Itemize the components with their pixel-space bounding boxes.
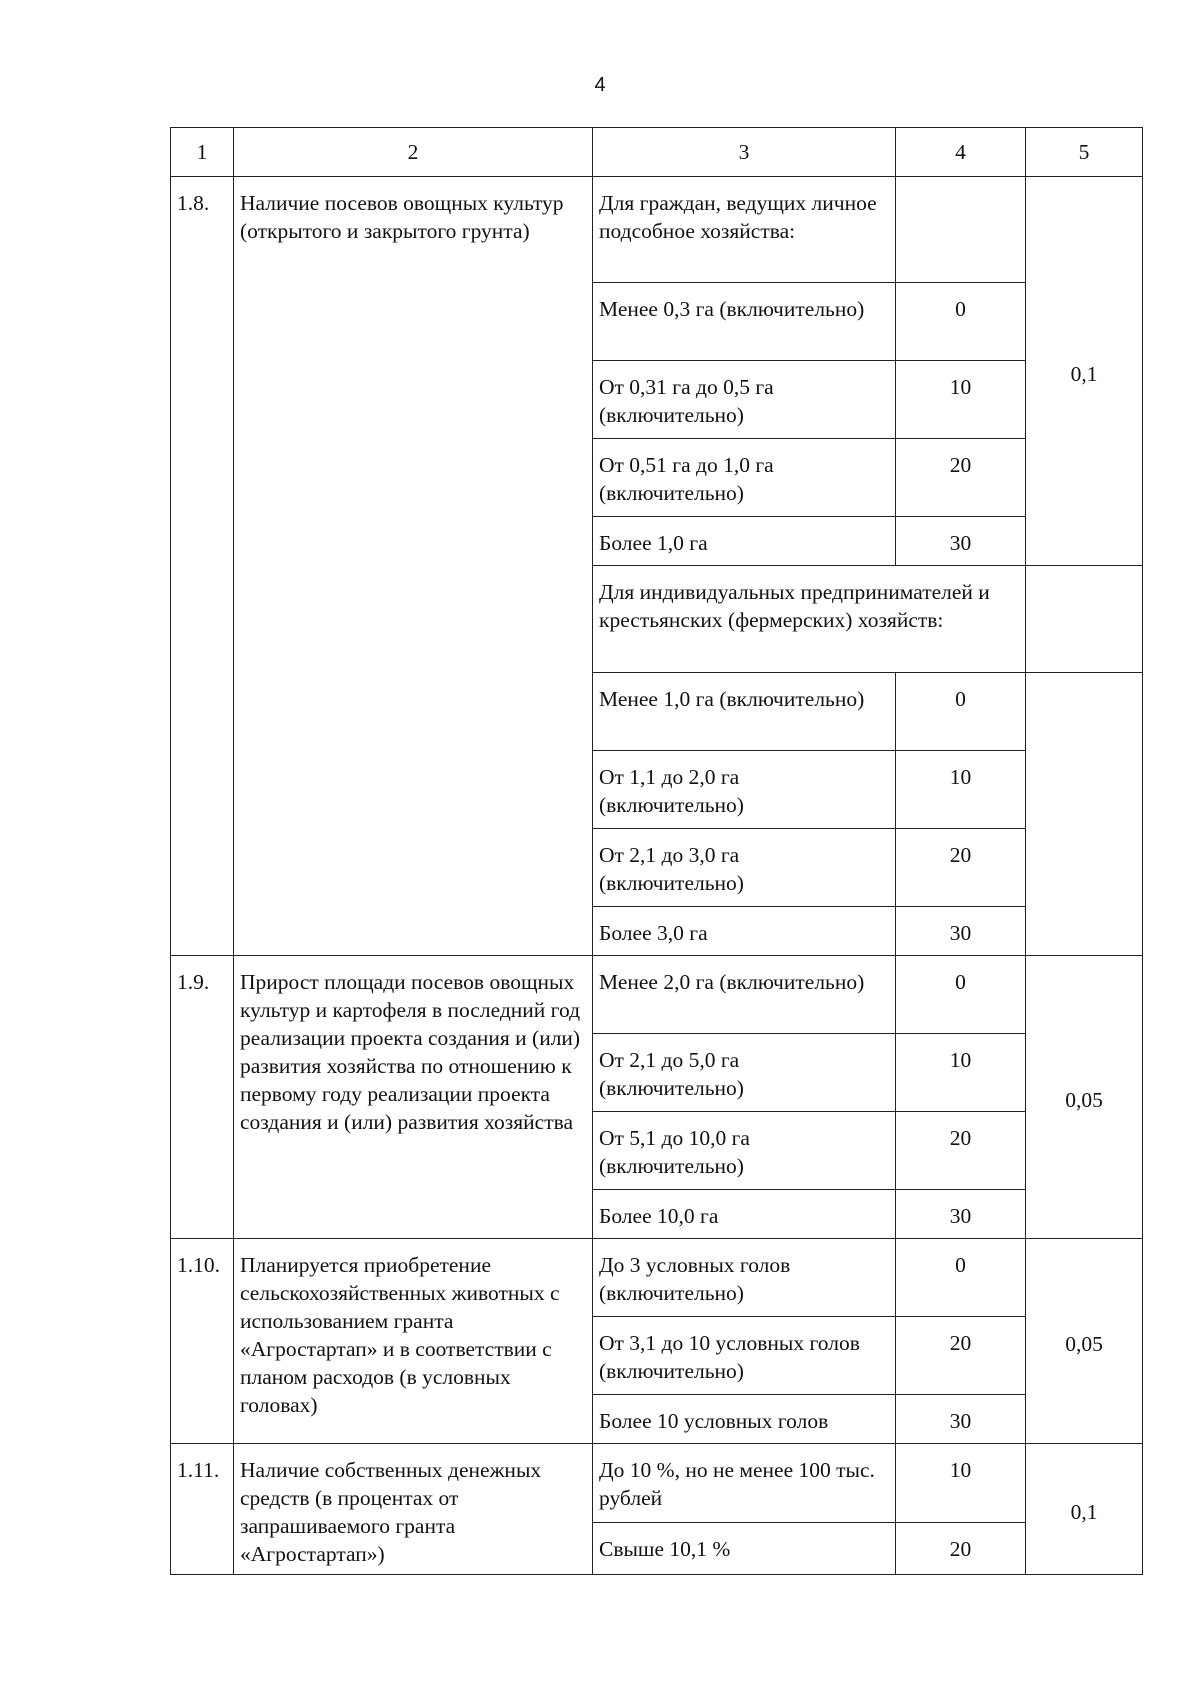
criteria-table bbox=[170, 127, 1143, 1575]
weight-cell: 0,05 bbox=[1026, 1239, 1143, 1444]
condition-cell: От 5,1 до 10,0 га (включительно) bbox=[593, 1112, 896, 1190]
header-row bbox=[171, 128, 1143, 177]
condition-cell: От 2,1 до 3,0 га (включительно) bbox=[593, 829, 896, 907]
header-col-1: 1 bbox=[171, 128, 234, 177]
criterion-number: 1.10. bbox=[171, 1239, 234, 1444]
criterion-number: 1.11. bbox=[171, 1444, 234, 1575]
weight-cell: 0,05 bbox=[1026, 956, 1143, 1239]
table-row bbox=[171, 956, 1143, 1034]
score-cell: 20 bbox=[896, 829, 1026, 907]
header-col-5: 5 bbox=[1026, 128, 1143, 177]
criterion-title: Наличие посевов овощных культур (открытого и закрытого грунта) bbox=[234, 177, 593, 956]
score-cell: 10 bbox=[896, 751, 1026, 829]
condition-cell: До 10 %, но не менее 100 тыс. рублей bbox=[593, 1444, 896, 1523]
table-row bbox=[171, 1444, 1143, 1523]
condition-cell: От 0,51 га до 1,0 га (включительно) bbox=[593, 439, 896, 517]
condition-cell: Менее 0,3 га (включительно) bbox=[593, 283, 896, 361]
score-cell: 10 bbox=[896, 361, 1026, 439]
weight-cell: 0,1 bbox=[1026, 177, 1143, 566]
condition-cell: Более 10,0 га bbox=[593, 1190, 896, 1239]
score-cell: 0 bbox=[896, 1239, 1026, 1317]
condition-cell: От 0,31 га до 0,5 га (включительно) bbox=[593, 361, 896, 439]
criterion-number: 1.8. bbox=[171, 177, 234, 956]
condition-cell: От 3,1 до 10 условных голов (включительно) bbox=[593, 1317, 896, 1395]
score-cell: 20 bbox=[896, 1317, 1026, 1395]
score-cell bbox=[896, 177, 1026, 283]
group-label: Для граждан, ведущих личное подсобное хозяйства: bbox=[593, 177, 896, 283]
table-row bbox=[171, 177, 1143, 283]
score-cell: 30 bbox=[896, 1190, 1026, 1239]
score-cell: 10 bbox=[896, 1034, 1026, 1112]
weight-cell-empty bbox=[1026, 673, 1143, 956]
condition-cell: Более 3,0 га bbox=[593, 907, 896, 956]
condition-cell: Менее 2,0 га (включительно) bbox=[593, 956, 896, 1034]
score-cell: 0 bbox=[896, 956, 1026, 1034]
condition-cell: Более 1,0 га bbox=[593, 517, 896, 566]
table-row bbox=[171, 1239, 1143, 1317]
group-label: Для индивидуальных предпринимателей и крестьянских (фермерских) хозяйств: bbox=[593, 566, 1026, 673]
score-cell: 20 bbox=[896, 1112, 1026, 1190]
condition-cell: От 1,1 до 2,0 га (включительно) bbox=[593, 751, 896, 829]
score-cell: 0 bbox=[896, 283, 1026, 361]
criterion-title: Планируется приобретение сельскохозяйственных животных с использованием гранта «Агростартап» и в соответствии с планом расходов (в условных головах) bbox=[234, 1239, 593, 1444]
criterion-number: 1.9. bbox=[171, 956, 234, 1239]
condition-cell: От 2,1 до 5,0 га (включительно) bbox=[593, 1034, 896, 1112]
score-cell: 30 bbox=[896, 907, 1026, 956]
condition-cell: Менее 1,0 га (включительно) bbox=[593, 673, 896, 751]
condition-cell: Свыше 10,1 % bbox=[593, 1522, 896, 1574]
weight-cell-empty bbox=[1026, 566, 1143, 673]
score-cell: 10 bbox=[896, 1444, 1026, 1523]
criterion-title: Прирост площади посевов овощных культур и картофеля в последний год реализации проекта создания и (или) развития хозяйства по отношению к первому году реализации проекта создания и (или) развития хозяйства bbox=[234, 956, 593, 1239]
header-col-4: 4 bbox=[896, 128, 1026, 177]
condition-cell: До 3 условных голов (включительно) bbox=[593, 1239, 896, 1317]
weight-cell: 0,1 bbox=[1026, 1444, 1143, 1575]
condition-cell: Более 10 условных голов bbox=[593, 1395, 896, 1444]
score-cell: 20 bbox=[896, 1522, 1026, 1574]
score-cell: 20 bbox=[896, 439, 1026, 517]
header-col-2: 2 bbox=[234, 128, 593, 177]
score-cell: 30 bbox=[896, 517, 1026, 566]
score-cell: 0 bbox=[896, 673, 1026, 751]
score-cell: 30 bbox=[896, 1395, 1026, 1444]
page-number: 4 bbox=[594, 74, 606, 96]
header-col-3: 3 bbox=[593, 128, 896, 177]
criterion-title: Наличие собственных денежных средств (в процентах от запрашиваемого гранта «Агростартап») bbox=[234, 1444, 593, 1575]
